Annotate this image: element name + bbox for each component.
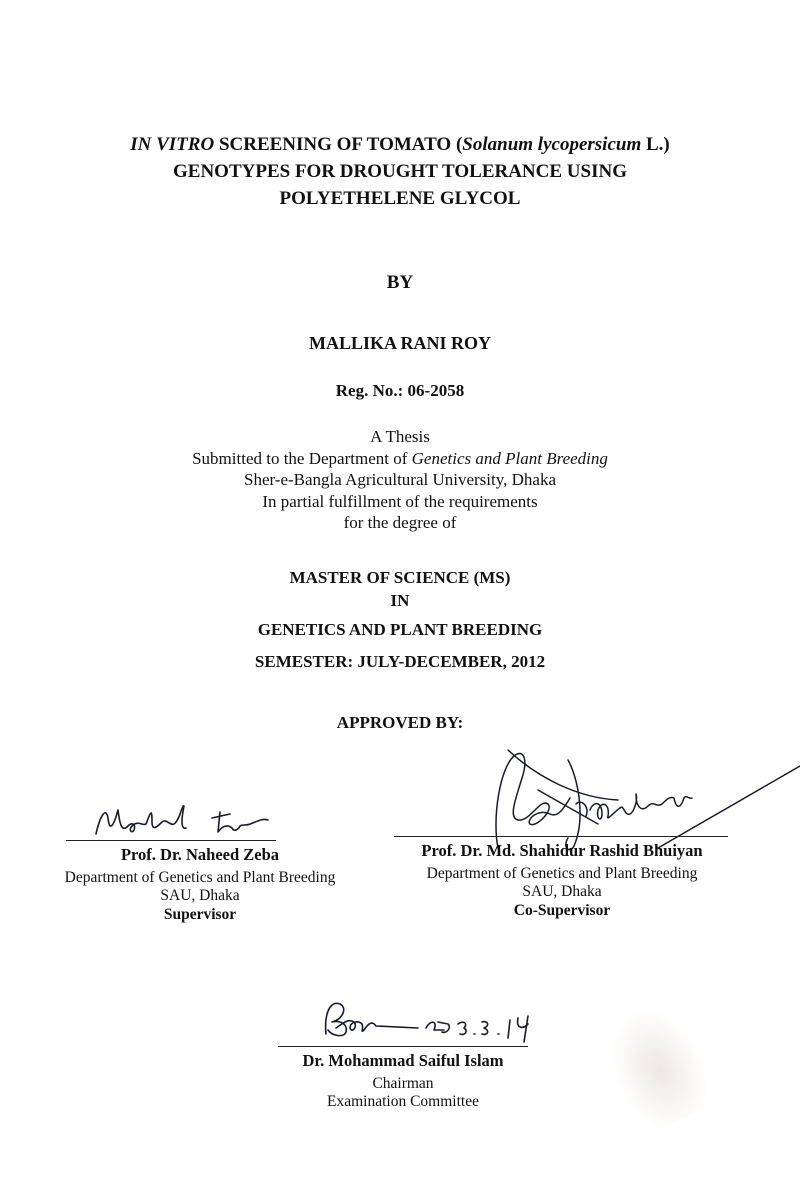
supervisor-signature [92, 796, 282, 844]
supervisor-institution: SAU, Dhaka [160, 887, 240, 904]
thesis-line-4: In partial fulfillment of the requirements [262, 491, 538, 511]
title-italic-in-vitro: IN VITRO [130, 134, 215, 155]
degree-name [0, 566, 800, 612]
thesis-statement [0, 426, 800, 534]
supervisor-department: Department of Genetics and Plant Breeding [64, 868, 336, 886]
by-label: BY [386, 272, 414, 293]
semester: SEMESTER: JULY-DECEMBER, 2012 [254, 652, 546, 671]
chairman-name: Dr. Mohammad Saiful Islam [302, 1051, 504, 1070]
co-supervisor-department: Department of Genetics and Plant Breeding [426, 864, 698, 882]
title-text-b: L.) [641, 134, 670, 155]
thesis-line-1: A Thesis [370, 427, 430, 446]
thesis-line-2 [0, 448, 800, 470]
co-supervisor-signature-line [394, 836, 728, 837]
chairman-signature-line [278, 1046, 528, 1047]
supervisor-name: Prof. Dr. Naheed Zeba [120, 845, 280, 864]
author-name: MALLIKA RANI ROY [308, 333, 491, 353]
registration-number: Reg. No.: 06-2058 [335, 381, 465, 400]
title-line-1 [0, 131, 800, 158]
supervisor-signature-line [66, 840, 276, 841]
title-line-2: GENOTYPES FOR DROUGHT TOLERANCE USING [173, 161, 627, 182]
chairman-signature [318, 994, 538, 1046]
supervisor-block [20, 846, 380, 924]
co-supervisor-role: Co-Supervisor [513, 901, 611, 919]
examination-committee: Examination Committee [327, 1093, 479, 1110]
chairman-block [203, 1052, 603, 1112]
co-supervisor-institution: SAU, Dhaka [522, 883, 602, 900]
thesis-line-2-prefix: Submitted to the Department of [192, 448, 412, 468]
thesis-line-3: Sher-e-Bangla Agricultural University, Dhaka [243, 470, 557, 489]
title-italic-species: Solanum lycopersicum [462, 134, 642, 155]
thesis-title [0, 131, 800, 212]
thesis-line-5: for the degree of [343, 513, 457, 532]
chairman-title: Chairman [372, 1074, 434, 1092]
co-supervisor-block [372, 842, 752, 920]
supervisor-role: Supervisor [163, 905, 237, 923]
degree-major: GENETICS AND PLANT BREEDING [257, 620, 543, 639]
degree-line-1: MASTER OF SCIENCE (MS) [289, 568, 511, 587]
degree-line-2: IN [390, 591, 410, 610]
approved-by-heading: APPROVED BY: [336, 713, 464, 732]
department-name: Genetics and Plant Breeding [411, 448, 608, 468]
title-line-3: POLYETHELENE GLYCOL [279, 188, 521, 209]
co-supervisor-name: Prof. Dr. Md. Shahidur Rashid Bhuiyan [421, 841, 703, 860]
title-text-a: SCREENING OF TOMATO ( [214, 134, 463, 155]
paper-smudge [591, 992, 723, 1139]
